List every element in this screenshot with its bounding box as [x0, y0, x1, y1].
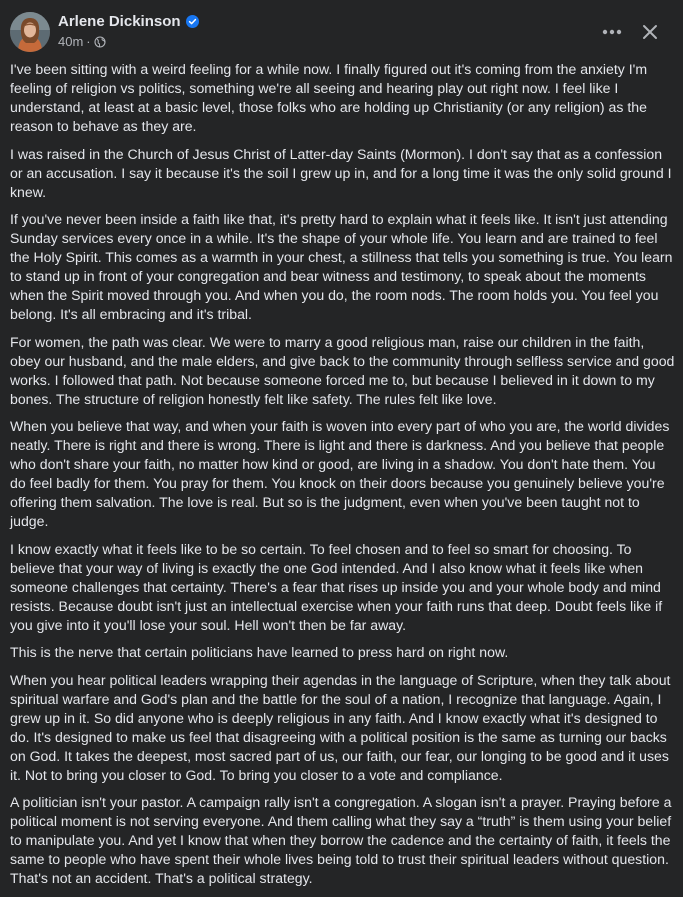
post-paragraph: When you hear political leaders wrapping their agendas in the language of Scripture, when they talk about spiritual warfare and God's plan and the battle for the soul of a nation, I recognize that language. Again, I grew up in it. So did anyone who is deeply religious in any faith. And I know exactly what it's designed to do. It's designed to make us feel that disagreeing with a political position is the same as turning our backs on God. It takes the deepest, most sacred part of us, our faith, our fear, our longing to be good and it uses it. Not to bring you closer to God. To bring you closer to a vote and compliance.	[10, 671, 671, 783]
post-paragraph: I've been sitting with a weird feeling for a while now. I finally figured out it's coming from the anxiety I'm feeling of religion vs politics, something we're all seeing and hearing play out right now. I feel like I understand, at least at a basic level, those folks who are holding up Christianity (or any religion) as the reason to behave as they are.	[10, 61, 648, 134]
post-paragraph: I know exactly what it feels like to be so certain. To feel chosen and to feel so smart for choosing. To believe that your way of living is exactly the one God intended. And I also know what it feels like when someone challenges that certainty. There's a fear that rises up inside you and your whole body and mind resists. Because doubt isn't just an intellectual exercise when your faith runs that deep. Doubt feels like if you give into it you'll lose your soul. Hell won't then be far away.	[10, 540, 663, 633]
globe-icon[interactable]	[94, 36, 106, 48]
close-icon	[642, 24, 658, 40]
post-timestamp[interactable]: 40m	[58, 34, 84, 49]
more-options-icon	[602, 29, 622, 35]
author-name-row	[58, 13, 199, 30]
author-name[interactable]: Arlene Dickinson	[58, 13, 181, 30]
verified-badge-icon	[186, 15, 199, 28]
meta-separator: ·	[86, 34, 91, 49]
more-options-button[interactable]	[596, 18, 628, 46]
post-paragraph: This is the nerve that certain politicians have learned to press hard on right now.	[10, 644, 509, 660]
post-paragraph: When you believe that way, and when your faith is woven into every part of who you are, the world divides neatly. There is right and there is wrong. There is light and there is darkness. And you believe that people who don't share your faith, no matter how kind or good, are living in a shadow. You don't hate them. You do feel badly for them. You pray for them. You knock on their doors because you genuinely believe you're offering them salvation. The love is real. But so is the judgment, even when you've been taught not to judge.	[10, 418, 670, 529]
post-body	[10, 60, 675, 897]
post-paragraph: I was raised in the Church of Jesus Christ of Latter-day Saints (Mormon). I don't say that as a confession or an accusation. I say it because it's the soil I grew up in, and for a long time it was the only solid ground I knew.	[10, 145, 672, 200]
close-button[interactable]	[634, 16, 666, 48]
post-paragraph: A politician isn't your pastor. A campaign rally isn't a congregation. A slogan isn't a prayer. Praying before a political moment is not serving everyone. And them calling what they say a “truth” is them using your belief to manipulate you. And yet I know that when they borrow the cadence and the certainty of faith, it feels the same to people who have spent their whole lives being told to trust their spiritual leaders without question. That's not an accident. That's a political strategy.	[10, 794, 672, 886]
post-paragraph: For women, the path was clear. We were to marry a good religious man, raise our children in the faith, obey our husband, and the male elders, and give back to the community through selfless service and good works. I followed that path. Not because someone forced me to, but because I believed in it down to my bones. The structure of religion honestly felt like safety. The rules felt like love.	[10, 333, 675, 407]
post-header	[0, 0, 683, 60]
post-paragraph: If you've never been inside a faith like that, it's pretty hard to explain what it feels like. It isn't just attending Sunday services every once in a while. It's the shape of your whole life. You learn and are trained to feel the Holy Spirit. This comes as a warmth in your chest, a stillness that tells you something is true. You learn to stand up in front of your congregation and bear witness and testimony, to speak about the moments when the Spirit moved through you. And when you do, the room nods. The room holds you. You feel you belong. It's all embracing and it's tribal.	[10, 211, 673, 322]
post-meta	[58, 34, 106, 49]
author-avatar[interactable]	[10, 12, 50, 52]
